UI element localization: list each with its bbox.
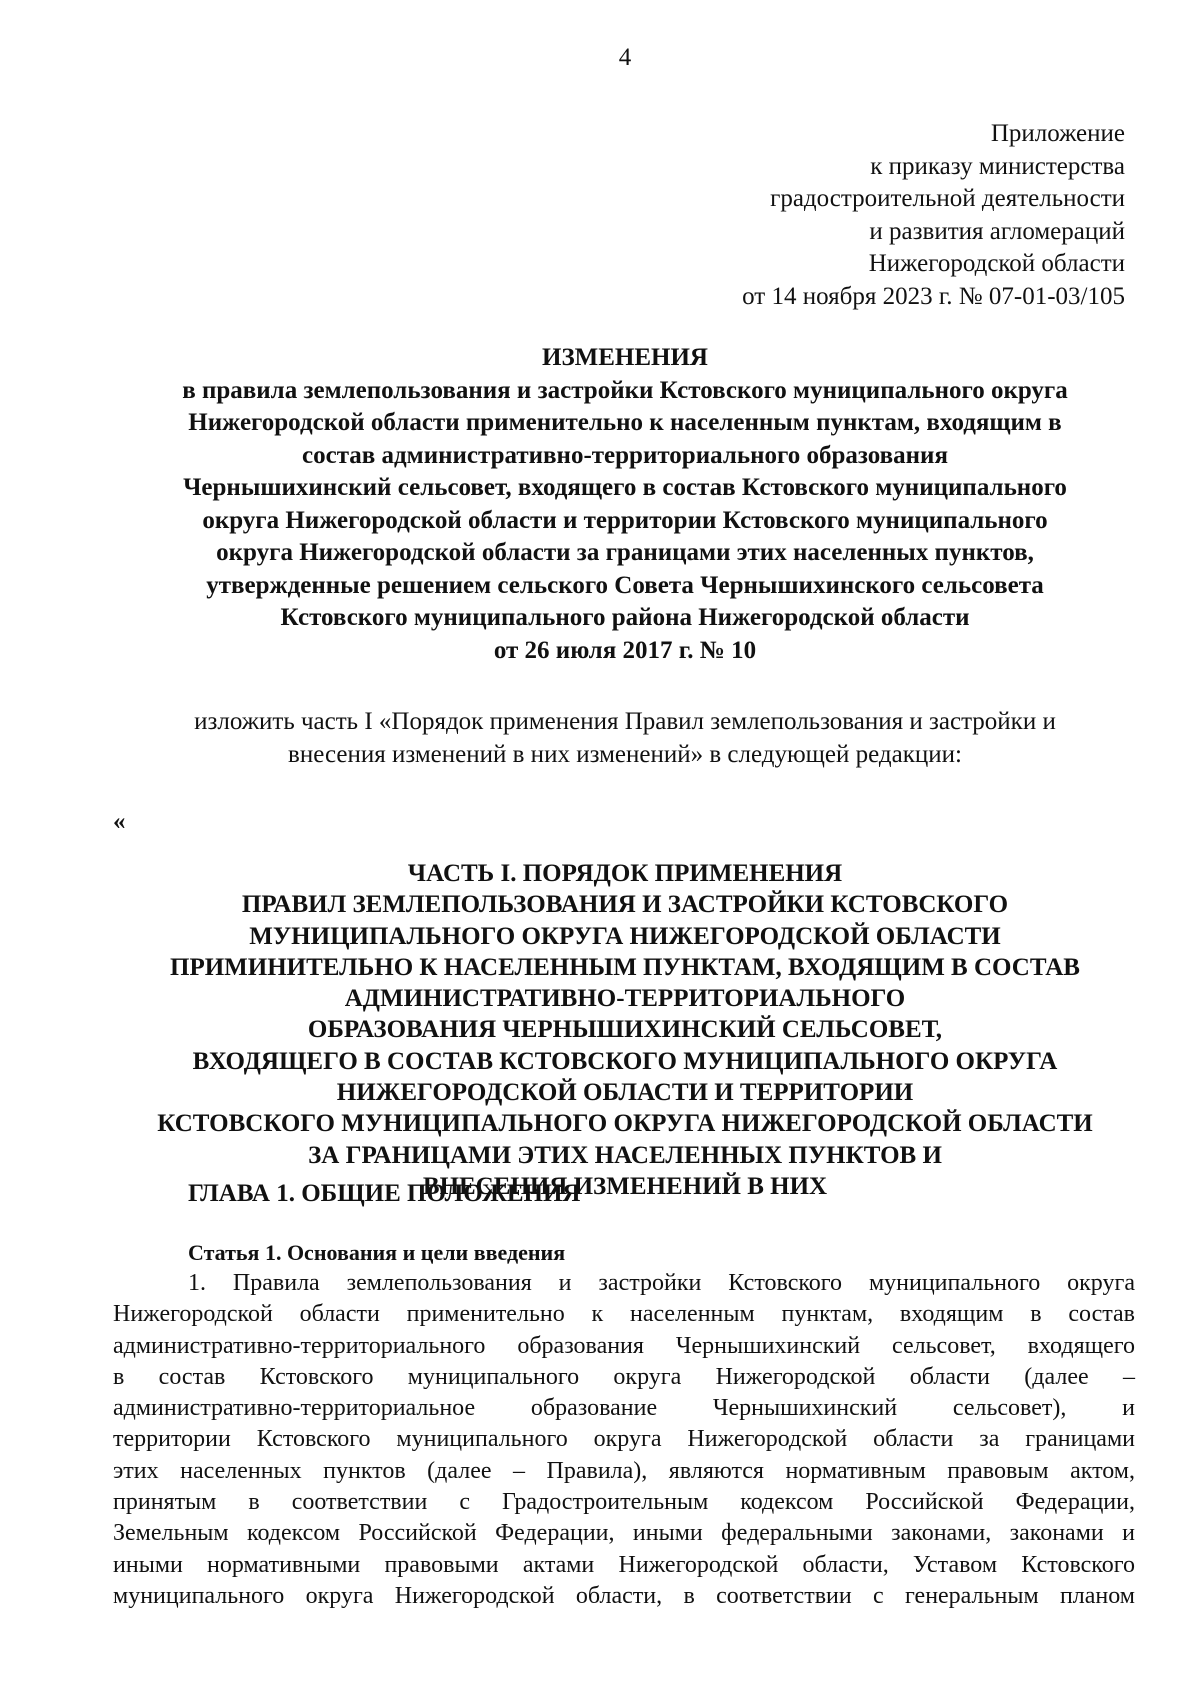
appendix-line: и развития агломераций bbox=[869, 217, 1125, 245]
body-line: этих населенных пунктов (далее – Правила), являются нормативным правовым актом, bbox=[113, 1457, 1135, 1484]
appendix-line: градостроительной деятельности bbox=[770, 185, 1125, 213]
title-line: Чернышихинский сельсовет, входящего в состав Кстовского муниципального bbox=[183, 474, 1067, 501]
appendix-line: Приложение bbox=[990, 120, 1125, 147]
part-heading-line: АДМИНИСТРАТИВНО-ТЕРРИТОРИАЛЬНОГО bbox=[344, 985, 906, 1013]
intro-line: изложить часть I «Порядок применения Правил землепользования и застройки и bbox=[194, 708, 1056, 735]
body-line: муниципального округа Нижегородской области, в соответствии с генеральным планом bbox=[113, 1582, 1135, 1609]
body-line: административно-территориального образования Чернышихинский сельсовет, входящего bbox=[113, 1332, 1135, 1359]
body-line: принятым в соответствии с Градостроительным кодексом Российской Федерации, bbox=[113, 1489, 1135, 1516]
part-heading bbox=[100, 858, 1150, 1202]
chapter-heading: ГЛАВА 1. ОБЩИЕ ПОЛОЖЕНИЯ bbox=[188, 1180, 581, 1207]
title-heading: ИЗМЕНЕНИЯ bbox=[542, 344, 708, 371]
part-heading-line: ЗА ГРАНИЦАМИ ЭТИХ НАСЕЛЕННЫХ ПУНКТОВ И bbox=[308, 1141, 942, 1169]
page-number: 4 bbox=[618, 44, 632, 71]
title-line: утвержденные решением сельского Совета Чернышихинского сельсовета bbox=[206, 571, 1044, 599]
title-line: округа Нижегородской области за границами этих населенных пунктов, bbox=[216, 539, 1034, 566]
appendix-line: от 14 ноября 2023 г. № 07-01-03/105 bbox=[742, 282, 1125, 310]
title-line: в правила землепользования и застройки Кстовского муниципального округа bbox=[182, 376, 1068, 404]
appendix-line: к приказу министерства bbox=[870, 152, 1125, 180]
body-line: в состав Кстовского муниципального округа Нижегородской области (далее – bbox=[113, 1363, 1135, 1390]
part-heading-line: ОБРАЗОВАНИЯ ЧЕРНЫШИХИНСКИЙ СЕЛЬСОВЕТ, bbox=[307, 1016, 943, 1044]
part-heading-line: КСТОВСКОГО МУНИЦИПАЛЬНОГО ОКРУГА НИЖЕГОРОДСКОЙ ОБЛАСТИ bbox=[157, 1110, 1093, 1138]
title-line: округа Нижегородской области и территории Кстовского муниципального bbox=[202, 506, 1048, 534]
article-heading: Статья 1. Основания и цели введения bbox=[188, 1240, 566, 1265]
part-heading-line: ПРАВИЛ ЗЕМЛЕПОЛЬЗОВАНИЯ И ЗАСТРОЙКИ КСТОВСКОГО bbox=[241, 891, 1009, 919]
part-heading-line: ЧАСТЬ I. ПОРЯДОК ПРИМЕНЕНИЯ bbox=[407, 860, 843, 887]
part-heading-line: ВХОДЯЩЕГО В СОСТАВ КСТОВСКОГО МУНИЦИПАЛЬНОГО ОКРУГА bbox=[192, 1047, 1058, 1075]
body-line: иными нормативными правовыми актами Нижегородской области, Уставом Кстовского bbox=[113, 1551, 1135, 1578]
body-line: Земельным кодексом Российской Федерации, иными федеральными законами, законами и bbox=[113, 1520, 1135, 1547]
part-heading-line: НИЖЕГОРОДСКОЙ ОБЛАСТИ И ТЕРРИТОРИИ bbox=[336, 1079, 914, 1107]
body-line: Нижегородской области применительно к населенным пунктам, входящим в состав bbox=[113, 1301, 1135, 1328]
part-heading-line: ПРИМИНИТЕЛЬНО К НАСЕЛЕННЫМ ПУНКТАМ, ВХОДЯЩИМ В СОСТАВ bbox=[170, 953, 1080, 981]
body-line: 1. Правила землепользования и застройки Кстовского муниципального округа bbox=[188, 1270, 1135, 1296]
opening-quote-mark: « bbox=[113, 808, 126, 835]
title-line: состав административно-территориального образования bbox=[302, 441, 948, 469]
body-line: административно-территориальное образование Чернышихинский сельсовет), и bbox=[113, 1395, 1135, 1422]
part-heading-line: ВНЕСЕНИЯ ИЗМЕНЕНИЙ В НИХ bbox=[422, 1172, 828, 1200]
document-title bbox=[100, 342, 1150, 667]
appendix-line: Нижегородской области bbox=[868, 250, 1125, 278]
title-line: Кстовского муниципального района Нижегородской области bbox=[280, 604, 970, 631]
intro-line: внесения изменений в них изменений» в следующей редакции: bbox=[288, 740, 962, 768]
title-line: Нижегородской области применительно к населенным пунктам, входящим в bbox=[188, 409, 1062, 436]
appendix-block bbox=[525, 118, 1125, 314]
title-line: от 26 июля 2017 г. № 10 bbox=[493, 636, 757, 664]
article-body bbox=[113, 1268, 1135, 1612]
part-heading-line: МУНИЦИПАЛЬНОГО ОКРУГА НИЖЕГОРОДСКОЙ ОБЛАСТИ bbox=[249, 922, 1001, 950]
intro-paragraph bbox=[100, 706, 1150, 771]
body-line: территории Кстовского муниципального округа Нижегородской области за границами bbox=[113, 1426, 1135, 1453]
